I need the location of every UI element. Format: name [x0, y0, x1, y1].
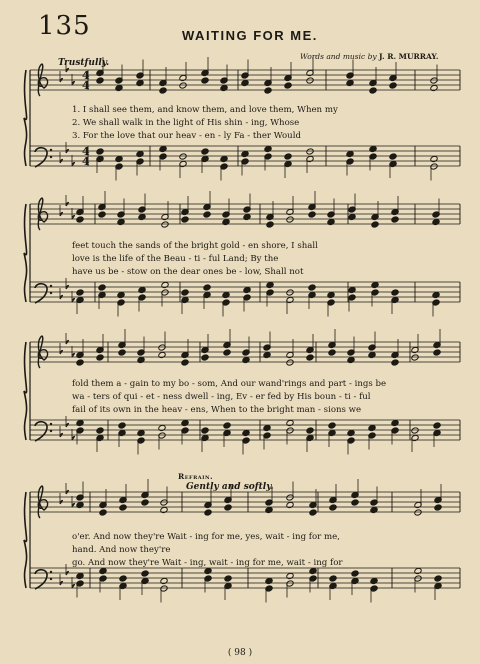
bass-clef-dot: [50, 571, 52, 573]
notehead: [306, 354, 314, 361]
notehead: [264, 145, 272, 152]
lyric-line: feet touch the sands of the bright gold - en shore, I shall: [72, 241, 318, 251]
notehead: [371, 221, 379, 228]
notehead: [432, 218, 440, 225]
notehead: [265, 577, 273, 584]
notehead: [347, 429, 355, 436]
bass-clef-dot: [50, 156, 52, 158]
notehead: [160, 506, 168, 513]
notehead: [391, 216, 399, 223]
notehead: [328, 349, 336, 356]
notehead: [309, 509, 317, 516]
notehead: [369, 87, 377, 94]
notehead: [263, 351, 271, 358]
notehead: [434, 504, 442, 511]
notehead: [96, 427, 104, 434]
notehead: [204, 567, 212, 574]
notehead: [203, 211, 211, 218]
notehead: [179, 153, 187, 160]
notehead: [243, 286, 251, 293]
notehead: [76, 216, 84, 223]
notehead: [96, 354, 104, 361]
lyric-line: go. And now they're Wait - ing, wait - ing for me, wait - ing for: [72, 558, 343, 568]
lyric-line: fail of its own in the heav - ens, When to the bright man - sions we: [72, 405, 362, 415]
notehead: [433, 349, 441, 356]
notehead: [414, 509, 422, 516]
bass-clef-dot: [50, 423, 52, 425]
notehead: [411, 427, 419, 434]
notehead: [158, 351, 166, 358]
lyric-line: 2. We shall walk in the light of His shin - ing, Whose: [72, 118, 300, 128]
notehead: [160, 577, 168, 584]
notehead: [98, 284, 106, 291]
notehead: [76, 359, 84, 366]
notehead: [391, 289, 399, 296]
notehead: [369, 145, 377, 152]
notehead: [286, 359, 294, 366]
notehead: [141, 499, 149, 506]
tempo-marking: Gently and softly.: [186, 482, 274, 492]
bass-clef-dot: [50, 292, 52, 294]
time-signature-top: 4: [82, 145, 90, 158]
notehead: [308, 211, 316, 218]
notehead: [414, 567, 422, 574]
notehead: [434, 575, 442, 582]
notehead: [117, 291, 125, 298]
notehead: [306, 77, 314, 84]
notehead: [263, 424, 271, 431]
notehead: [118, 422, 126, 429]
notehead: [286, 216, 294, 223]
notehead: [368, 424, 376, 431]
notehead: [327, 291, 335, 298]
notehead: [141, 570, 149, 577]
lyric-line: o'er. And now they're Wait - ing for me, yes, wait - ing for me,: [72, 532, 340, 542]
credit-prefix: Words and music by: [300, 52, 377, 61]
system-brace: [24, 342, 27, 440]
lyric-line: have us be - stow on the dear ones be - low, Shall not: [72, 267, 304, 277]
notehead: [96, 77, 104, 84]
notehead: [99, 567, 107, 574]
notehead: [201, 148, 209, 155]
notehead: [115, 155, 123, 162]
notehead: [370, 506, 378, 513]
notehead: [351, 570, 359, 577]
system-brace: [24, 492, 27, 588]
notehead: [411, 354, 419, 361]
notehead: [220, 155, 228, 162]
notehead: [119, 575, 127, 582]
notehead: [309, 567, 317, 574]
notehead: [161, 281, 169, 288]
bass-clef-dot: [50, 430, 52, 432]
notehead: [76, 501, 84, 508]
notehead: [368, 351, 376, 358]
notehead: [220, 84, 228, 91]
system-brace: [24, 70, 27, 166]
notehead: [346, 150, 354, 157]
bass-clef-dot: [50, 578, 52, 580]
notehead: [179, 82, 187, 89]
notehead: [224, 504, 232, 511]
refrain-label: Refrain.: [178, 472, 214, 481]
bass-clef-dot: [50, 285, 52, 287]
time-signature-bottom: 4: [82, 155, 90, 168]
notehead: [346, 79, 354, 86]
notehead: [286, 289, 294, 296]
notehead: [201, 427, 209, 434]
notehead: [391, 419, 399, 426]
hymn-title: WAITING FOR ME.: [182, 28, 318, 43]
notehead: [370, 577, 378, 584]
notehead: [99, 509, 107, 516]
notehead: [348, 286, 356, 293]
notehead: [389, 82, 397, 89]
tempo-marking: Trustfully.: [58, 58, 110, 68]
notehead: [76, 419, 84, 426]
bass-clef-dot: [50, 149, 52, 151]
notehead: [181, 216, 189, 223]
notehead: [98, 211, 106, 218]
notehead: [241, 79, 249, 86]
notehead: [329, 504, 337, 511]
notehead: [76, 289, 84, 296]
notehead: [138, 213, 146, 220]
notehead: [204, 509, 212, 516]
page-number: ( 98 ): [227, 648, 253, 658]
notehead: [242, 356, 250, 363]
notehead: [136, 79, 144, 86]
system-brace: [24, 204, 27, 302]
lyric-line: fold them a - gain to my bo - som, And our wand'rings and part - ings be: [72, 379, 387, 389]
notehead: [351, 499, 359, 506]
time-signature-bottom: 4: [82, 79, 90, 92]
notehead: [223, 422, 231, 429]
notehead: [306, 148, 314, 155]
notehead: [327, 218, 335, 225]
notehead: [117, 218, 125, 225]
credit-author: J. R. MURRAY.: [379, 52, 439, 61]
notehead: [286, 572, 294, 579]
lyric-line: 1. I shall see them, and know them, and love them, When my: [72, 105, 338, 115]
notehead: [201, 77, 209, 84]
notehead: [266, 221, 274, 228]
notehead: [430, 84, 438, 91]
notehead: [265, 506, 273, 513]
notehead: [201, 354, 209, 361]
notehead: [137, 429, 145, 436]
notehead: [264, 87, 272, 94]
notehead: [241, 150, 249, 157]
notehead: [371, 281, 379, 288]
notehead: [286, 501, 294, 508]
notehead: [286, 419, 294, 426]
hymn-number: 135: [38, 11, 91, 41]
notehead: [430, 155, 438, 162]
notehead: [328, 422, 336, 429]
notehead: [96, 148, 104, 155]
notehead: [242, 429, 250, 436]
lyric-line: love is the life of the Beau - ti - ful Land; By the: [72, 254, 279, 264]
lyric-line: 3. For the love that our heav - en - ly Fa - ther Would: [72, 131, 301, 141]
notehead: [159, 145, 167, 152]
notehead: [158, 424, 166, 431]
notehead: [284, 82, 292, 89]
notehead: [266, 281, 274, 288]
notehead: [391, 359, 399, 366]
lyric-line: wa - ters of qui - et - ness dwell - ing, Ev - er fed by His boun - ti - ful: [72, 392, 371, 402]
notehead: [115, 84, 123, 91]
notehead: [159, 87, 167, 94]
notehead: [203, 284, 211, 291]
notehead: [432, 291, 440, 298]
notehead: [181, 419, 189, 426]
notehead: [433, 422, 441, 429]
notehead: [136, 150, 144, 157]
notehead: [308, 284, 316, 291]
notehead: [119, 504, 127, 511]
notehead: [181, 359, 189, 366]
notehead: [389, 153, 397, 160]
notehead: [118, 349, 126, 356]
notehead: [306, 427, 314, 434]
notehead: [137, 356, 145, 363]
notehead: [161, 221, 169, 228]
notehead: [284, 153, 292, 160]
notehead: [224, 575, 232, 582]
notehead: [329, 575, 337, 582]
notehead: [138, 286, 146, 293]
lyric-line: hand. And now they're: [72, 545, 171, 555]
notehead: [222, 218, 230, 225]
notehead: [347, 356, 355, 363]
notehead: [222, 291, 230, 298]
time-signature-top: 4: [82, 69, 90, 82]
notehead: [181, 289, 189, 296]
notehead: [76, 572, 84, 579]
notehead: [223, 349, 231, 356]
notehead: [243, 213, 251, 220]
notehead: [348, 213, 356, 220]
